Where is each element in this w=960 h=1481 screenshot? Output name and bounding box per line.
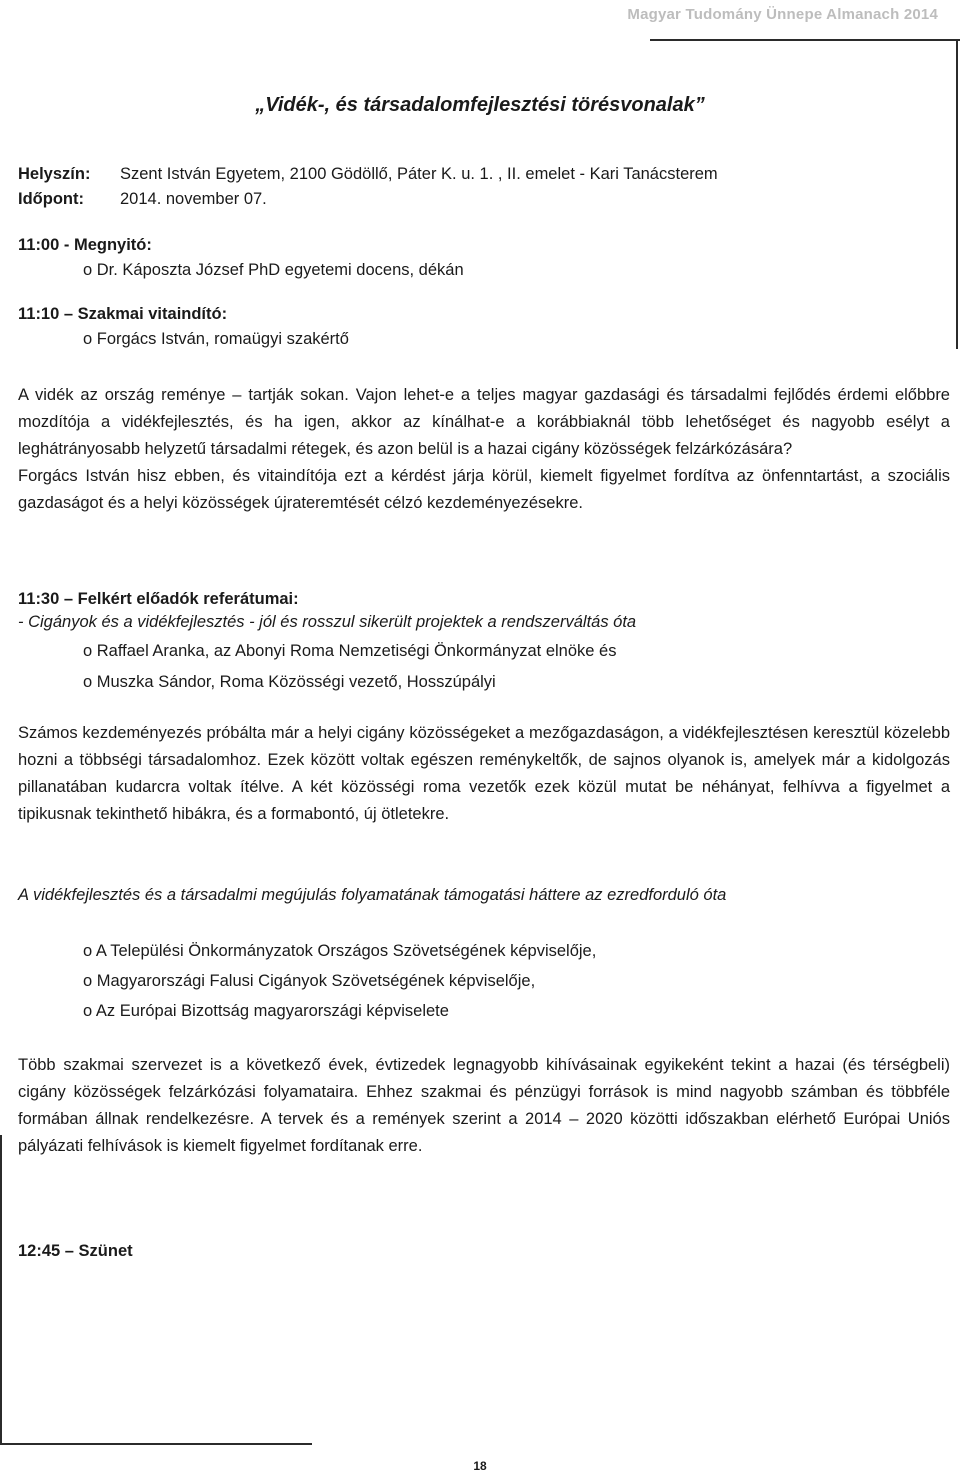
intro-paragraph-1: A vidék az ország reménye – tartják sokan. Vajon lehet-e a teljes magyar gazdasági és társadalmi fejlődés érdemi előbbre mozdítója a vidékfejlesztés, és ha igen, akkor az kínálhat-e a korábbiaknál több lehetőséget és nagyobb esélyt a leghátrányosabb helyzetű társadalmi rétegek, és azon belül is a hazai cigány közösségek felzárkózására? [18, 386, 950, 458]
time-label: Időpont: [18, 190, 84, 208]
section-1130-subtitle-1: - Cigányok és a vidékfejlesztés - jól és rosszul sikerült projektek a rendszerváltás óta [18, 613, 637, 631]
section-1245-heading: 12:45 – Szünet [18, 1242, 133, 1260]
section-1130-subtitle-2: A vidékfejlesztés és a társadalmi megújulás folyamatának támogatási háttere az ezredforduló óta [18, 886, 727, 904]
speaker-item-5: o Az Európai Bizottság magyarországi képviselete [83, 1002, 449, 1020]
section-1100-item: o Dr. Káposzta József PhD egyetemi docens, dékán [83, 261, 464, 279]
page-title: „Vidék-, és társadalomfejlesztési törésvonalak” [255, 94, 705, 116]
page-number: 18 [473, 1459, 487, 1473]
section-1130-paragraph-1 [18, 720, 950, 828]
header-rule [650, 39, 960, 41]
almanac-header-title: Magyar Tudomány Ünnepe Almanach 2014 [627, 6, 938, 23]
section-1110-item: o Forgács István, romaügyi szakértő [83, 330, 349, 348]
footer-rule [0, 1443, 312, 1445]
section-1130-paragraph-1-text: Számos kezdeményezés próbálta már a helyi cigány közösségeket a mezőgazdaságon, a vidékfejlesztésen keresztül közelebb hozni a többségi társadalomhoz. Ezek között voltak egészen reménykeltők, de sajnos olyanok is, amelyek már a kidolgozás pillanatában kudarcra voltak ítélve. A két közösségi roma vezetők ezek közül mutat be néhányat, felhívva a figyelmet a tipikusnak tekinthető hibákra, és a formabontó, új ötletekre. [18, 724, 950, 823]
speaker-item-1: o Raffael Aranka, az Abonyi Roma Nemzetiségi Önkormányzat elnöke és [83, 642, 617, 660]
location-label: Helyszín: [18, 165, 91, 183]
time-value: 2014. november 07. [120, 190, 267, 208]
speaker-item-2: o Muszka Sándor, Roma Közösségi vezető, Hosszúpályi [83, 673, 496, 691]
speaker-item-4: o Magyarországi Falusi Cigányok Szövetségének képviselője, [83, 972, 536, 990]
section-1130-paragraph-2 [18, 1052, 950, 1160]
section-1130-paragraph-2-text: Több szakmai szervezet is a következő évek, évtizedek legnagyobb kihívásainak egyikeként tekint a hazai (és térségbeli) cigány közösségek felzárkózási folyamataira. Ehhez szakmai és pénzügyi források is mind nagyobb számban és többféle formában állnak rendelkezésre. A tervek és a remények szerint a 2014 – 2020 közötti időszakban elérhető Európai Uniós pályázati felhívások is kiemelt figyelmet fordítanak erre. [18, 1056, 950, 1155]
intro-text [18, 382, 950, 517]
location-value: Szent István Egyetem, 2100 Gödöllő, Páter K. u. 1. , II. emelet - Kari Tanácsterem [120, 165, 718, 183]
right-margin-rule [956, 39, 958, 349]
left-margin-rule [0, 1135, 2, 1445]
speaker-item-3: o A Települési Önkormányzatok Országos Szövetségének képviselője, [83, 942, 597, 960]
section-1130-heading: 11:30 – Felkért előadók referátumai: [18, 590, 299, 608]
intro-paragraph-2: Forgács István hisz ebben, és vitaindítója ezt a kérdést járja körül, kiemelt figyelmet fordítva az önfenntartást, a szociális gazdaságot és a helyi közösségek újrateremtését célzó kezdeményezésekre. [18, 467, 950, 512]
section-1100-heading: 11:00 - Megnyitó: [18, 236, 152, 254]
section-1110-heading: 11:10 – Szakmai vitaindító: [18, 305, 228, 323]
